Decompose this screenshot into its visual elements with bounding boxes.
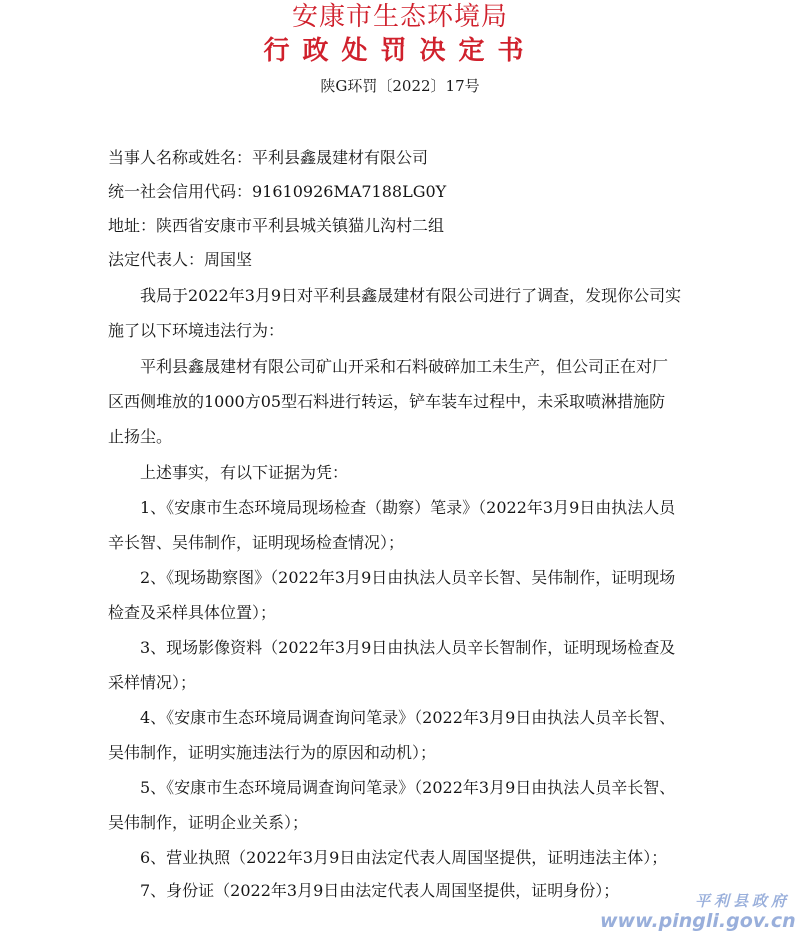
violation-text: 区西侧堆放的1000方05型石料进行转运，铲车装车过程中，未采取喷淋措施防 <box>108 392 666 411</box>
violation-text: 止扬尘。 <box>108 427 173 446</box>
site-watermark <box>600 892 796 932</box>
document-title: 行政处罚决定书 <box>263 36 537 66</box>
evidence-item: 检查及采样具体位置）； <box>108 603 277 622</box>
evidence-item: 3、现场影像资料（2022年3月9日由执法人员辛长智制作，证明现场检查及 <box>140 638 676 657</box>
evidence-item: 辛长智、吴伟制作，证明现场检查情况）； <box>108 533 405 552</box>
evidence-item: 吴伟制作，证明企业关系）； <box>108 813 309 832</box>
evidence-item: 吴伟制作，证明实施违法行为的原因和动机）； <box>108 743 437 762</box>
party-address: 地址：陕西省安康市平利县城关镇猫儿沟村二组 <box>108 216 445 235</box>
evidence-item: 6、营业执照（2022年3月9日由法定代表人周国坚提供，证明违法主体）； <box>140 848 668 867</box>
evidence-item: 采样情况）； <box>108 673 197 692</box>
evidence-item: 2、《现场勘察图》（2022年3月9日由执法人员辛长智、吴伟制作，证明现场 <box>140 568 676 587</box>
document-number: 陕G环罚〔2022〕17号 <box>320 77 480 95</box>
violation-text: 平利县鑫晟建材有限公司矿山开采和石料破碎加工未生产，但公司正在对厂 <box>140 357 669 376</box>
evidence-item: 7、身份证（2022年3月9日由法定代表人周国坚提供，证明身份）； <box>140 881 620 900</box>
watermark-url: www.pingli.gov.cn <box>600 910 796 932</box>
party-name: 当事人名称或姓名：平利县鑫晟建材有限公司 <box>108 148 429 167</box>
watermark-text: 平利县政府 <box>694 892 790 910</box>
issuing-organization: 安康市生态环境局 <box>291 2 508 32</box>
evidence-item: 5、《安康市生态环境局调查询问笔录》（2022年3月9日由执法人员辛长智、 <box>140 778 676 797</box>
investigation-text: 施了以下环境违法行为： <box>108 321 285 340</box>
evidence-item: 4、《安康市生态环境局调查询问笔录》（2022年3月9日由执法人员辛长智、 <box>140 708 676 727</box>
investigation-text: 我局于2022年3月9日对平利县鑫晟建材有限公司进行了调查，发现你公司实 <box>140 286 682 305</box>
credit-code: 统一社会信用代码：91610926MA7188LG0Y <box>108 182 447 201</box>
evidence-item: 1、《安康市生态环境局现场检查（勘察）笔录》（2022年3月9日由执法人员 <box>140 498 676 517</box>
evidence-intro: 上述事实，有以下证据为凭： <box>140 463 349 482</box>
legal-representative: 法定代表人：周国坚 <box>108 250 253 269</box>
